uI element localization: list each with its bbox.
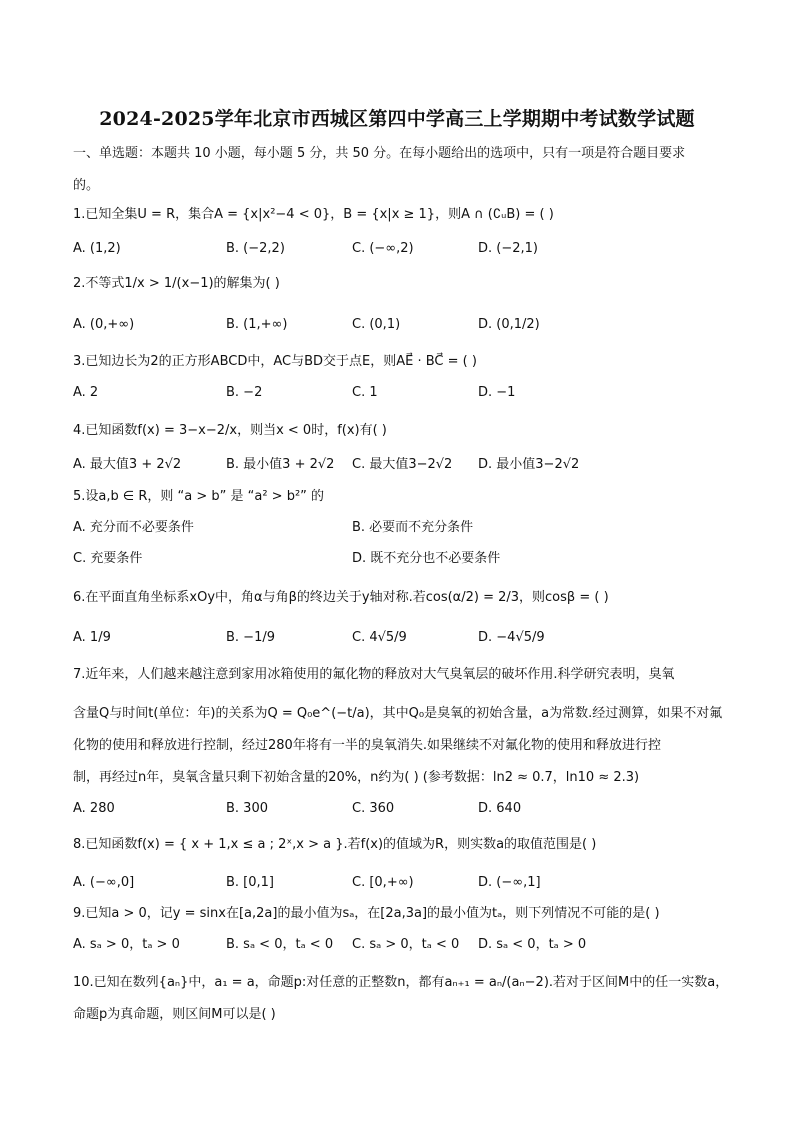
- question-2-option-c: C. (0,1): [352, 317, 401, 332]
- question-9-stem: 9.已知a > 0，记y = sinx在[a,2a]的最小值为sₐ，在[2a,3a]的最小值为tₐ，则下列情况不可能的是( ): [73, 906, 660, 921]
- section-instruction-cont: 的。: [73, 178, 100, 193]
- question-6-stem: 6.在平面直角坐标系xOy中，角α与角β的终边关于y轴对称.若cos(α/2) = 2/3，则cosβ = ( ): [73, 590, 609, 605]
- question-2-stem: 2.不等式1/x > 1/(x−1)的解集为( ): [73, 276, 280, 291]
- question-10-line-2: 命题p为真命题，则区间M可以是( ): [73, 1007, 276, 1022]
- question-5-stem: 5.设a,b ∈ R，则 “a > b” 是 “a² > b²” 的: [73, 489, 325, 504]
- question-4-stem: 4.已知函数f(x) = 3−x−2/x，则当x < 0时，f(x)有( ): [73, 423, 387, 438]
- question-4-option-b: B. 最小值3 + 2√2: [226, 457, 335, 472]
- question-6-option-a: A. 1/9: [73, 630, 111, 645]
- question-8-option-b: B. [0,1]: [226, 875, 275, 890]
- question-6-option-b: B. −1/9: [226, 630, 275, 645]
- question-7-line-3: 化物的使用和释放进行控制，经过280年将有一半的臭氧消失.如果继续不对氟化物的使用和释放进行控: [73, 738, 661, 753]
- question-9-option-c: C. sₐ > 0，tₐ < 0: [352, 937, 460, 952]
- question-8-option-a: A. (−∞,0]: [73, 875, 135, 890]
- question-7-option-a: A. 280: [73, 801, 115, 816]
- question-2-option-b: B. (1,+∞): [226, 317, 288, 332]
- question-1-option-d: D. (−2,1): [478, 241, 538, 256]
- question-7-line-1: 7.近年来，人们越来越注意到家用冰箱使用的氟化物的释放对大气臭氧层的破坏作用.科学研究表明，臭氧: [73, 667, 675, 682]
- question-1-option-a: A. (1,2): [73, 241, 121, 256]
- question-9-option-d: D. sₐ < 0，tₐ > 0: [478, 937, 587, 952]
- question-2-option-a: A. (0,+∞): [73, 317, 135, 332]
- question-8-option-c: C. [0,+∞): [352, 875, 414, 890]
- question-6-option-d: D. −4√5/9: [478, 630, 545, 645]
- question-7-line-2: 含量Q与时间t(单位：年)的关系为Q = Q₀e^(−t/a)，其中Q₀是臭氧的初始含量，a为常数.经过测算，如果不对氟: [73, 706, 723, 721]
- question-2-option-d: D. (0,1/2): [478, 317, 540, 332]
- question-9-option-a: A. sₐ > 0，tₐ > 0: [73, 937, 180, 952]
- question-4-option-d: D. 最小值3−2√2: [478, 457, 580, 472]
- question-3-option-b: B. −2: [226, 385, 263, 400]
- question-1-option-b: B. (−2,2): [226, 241, 285, 256]
- question-5-option-a: A. 充分而不必要条件: [73, 520, 194, 535]
- question-3-option-a: A. 2: [73, 385, 99, 400]
- question-9-option-b: B. sₐ < 0，tₐ < 0: [226, 937, 334, 952]
- question-7-option-c: C. 360: [352, 801, 395, 816]
- question-10-line-1: 10.已知在数列{aₙ}中，a₁ = a，命题p:对任意的正整数n，都有aₙ₊₁ = aₙ/(aₙ−2).若对于区间M中的任一实数a，: [73, 975, 729, 990]
- question-5-option-c: C. 充要条件: [73, 551, 143, 566]
- question-7-line-4: 制，再经过n年，臭氧含量只剩下初始含量的20%，n约为( ) (参考数据：ln2 ≈ 0.7，ln10 ≈ 2.3): [73, 770, 640, 785]
- question-7-option-b: B. 300: [226, 801, 268, 816]
- question-1-stem: 1.已知全集U = R，集合A = {x|x²−4 < 0}，B = {x|x ≥ 1}，则A ∩ (∁ᵤB) = ( ): [73, 207, 554, 222]
- question-6-option-c: C. 4√5/9: [352, 630, 407, 645]
- question-4-option-c: C. 最大值3−2√2: [352, 457, 453, 472]
- question-3-option-c: C. 1: [352, 385, 378, 400]
- question-5-option-b: B. 必要而不充分条件: [352, 520, 474, 535]
- question-8-option-d: D. (−∞,1]: [478, 875, 541, 890]
- question-7-option-d: D. 640: [478, 801, 522, 816]
- question-4-option-a: A. 最大值3 + 2√2: [73, 457, 182, 472]
- question-8-stem: 8.已知函数f(x) = { x + 1,x ≤ a ; 2ˣ,x > a }.若f(x)的值域为R，则实数a的取值范围是( ): [73, 837, 597, 852]
- section-instruction: 一、单选题：本题共 10 小题，每小题 5 分，共 50 分。在每小题给出的选项中，只有一项是符合题目要求: [73, 146, 686, 161]
- question-1-option-c: C. (−∞,2): [352, 241, 414, 256]
- question-3-option-d: D. −1: [478, 385, 516, 400]
- question-5-option-d: D. 既不充分也不必要条件: [352, 551, 501, 566]
- page-title: 2024-2025学年北京市西城区第四中学高三上学期期中考试数学试题: [99, 108, 695, 130]
- question-3-stem: 3.已知边长为2的正方形ABCD中，AC与BD交于点E，则AE⃗ · BC⃗ = ( ): [73, 354, 477, 369]
